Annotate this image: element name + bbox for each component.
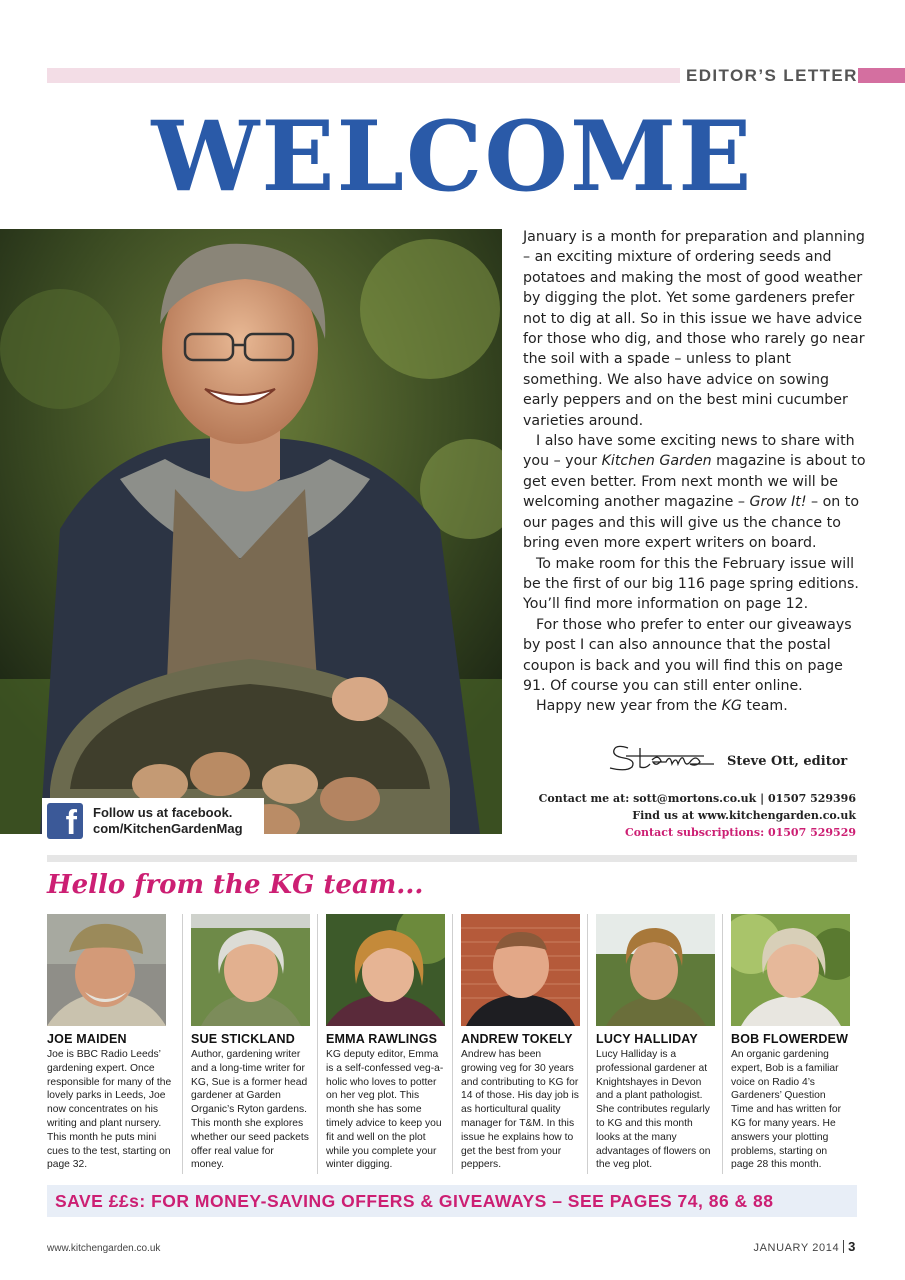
footer-page (753, 1239, 856, 1254)
team-member-photo (596, 914, 715, 1026)
header-bar (47, 68, 680, 83)
contact-subscriptions: Contact subscriptions: 01507 529529 (624, 826, 856, 839)
footer-issue: JANUARY 2014 (753, 1242, 840, 1254)
team-member-bio: Andrew has been growing veg for 30 years and contributing to KG for 14 of those. His day job is as horticultural quality manager for T&M. In this issue he explains how to get the best from your peppers. (461, 1049, 579, 1171)
footer-url: www.kitchengarden.co.uk (47, 1243, 161, 1254)
team-member-sue-stickland (182, 914, 317, 1174)
letter-paragraph: For those who prefer to enter our giveaways by post I can also announce that the postal coupon is back and you will find this on page 91. Of course you can still enter online. (523, 616, 852, 694)
team-member-name: LUCY HALLIDAY (596, 1032, 698, 1046)
divider (47, 855, 857, 862)
team-member-joe-maiden (47, 914, 182, 1174)
team-section (47, 914, 857, 1174)
letter-paragraph: January is a month for preparation and planning – an exciting mixture of ordering seeds and potatoes and making the most of good weather by digging the plot. Yet some gardeners prefer not to dig at all. So in this issue we have advice for those who dig, and those who rarely go near the soil with a spade – unless to plant something. We also have advice on sowing early peppers and on the best mini cucumber varieties around. (523, 229, 865, 429)
team-member-emma-rawlings (317, 914, 452, 1174)
page-title: WELCOME (151, 100, 754, 213)
team-member-photo (191, 914, 310, 1026)
letter-paragraph: To make room for this the February issue will be the first of our big 116 page spring editions. You’ll find more information on page 12. (523, 555, 859, 613)
save-banner-text: SAVE ££s: FOR MONEY-SAVING OFFERS & GIVEAWAYS – SEE PAGES 74, 86 & 88 (55, 1190, 774, 1211)
facebook-line2: com/KitchenGardenMag (93, 821, 243, 836)
letter-paragraph: Happy new year from the KG team. (536, 698, 788, 715)
contact-website: Find us at www.kitchengarden.co.uk (632, 809, 856, 822)
team-heading: Hello from the KG team... (47, 870, 424, 900)
team-member-bio: Lucy Halliday is a professional gardener at Knightshayes in Devon and a plant pathologist. She contributes regularly to KG and this month looks at the many advantages of flowers on the veg plot. (596, 1049, 711, 1171)
save-banner (47, 1185, 857, 1217)
facebook-text (93, 805, 243, 837)
editor-photo (0, 229, 502, 834)
team-member-name: EMMA RAWLINGS (326, 1032, 438, 1046)
team-member-photo (461, 914, 580, 1026)
team-member-andrew-tokely (452, 914, 587, 1174)
section-tab (858, 68, 905, 83)
facebook-icon: f (47, 803, 83, 839)
page-number: 3 (848, 1239, 856, 1254)
team-member-bio: An organic gardening expert, Bob is a familiar voice on Radio 4’s Gardeners’ Question Time and has written for KG for many years. He answers your plotting problems, starting on page 28 this month. (731, 1049, 842, 1171)
facebook-line1: Follow us at facebook. (93, 805, 233, 820)
editor-letter (523, 227, 868, 717)
team-member-name: BOB FLOWERDEW (731, 1032, 849, 1046)
facebook-callout[interactable] (42, 798, 264, 844)
contact-email-phone: Contact me at: sott@mortons.co.uk | 01507 529396 (538, 792, 856, 805)
team-member-name: JOE MAIDEN (47, 1032, 127, 1046)
team-member-bio: Joe is BBC Radio Leeds’ gardening expert. Once responsible for many of the lovely parks in Leeds, Joe now concentrates on his writing and plant nursery. This month he puts mini cues to the test, starting on page 32. (47, 1049, 172, 1171)
team-member-name: SUE STICKLAND (191, 1032, 295, 1046)
team-member-lucy-halliday (587, 914, 722, 1174)
letter-paragraph: I also have some exciting news to share with you – your Kitchen Garden magazine is about to get even better. From next month we will be welcoming another magazine – Grow It! – on to our pages and this will give us the chance to bring even more expert writers on board. (523, 433, 866, 552)
signature-image (606, 740, 716, 774)
contact-block (539, 790, 856, 841)
team-member-photo (47, 914, 166, 1026)
team-member-bio: KG deputy editor, Emma is a self-confessed veg-a-holic who loves to potter on her veg plot. This month she has some timely advice to keep you fit and well on the plot while you complete your winter digging. (326, 1049, 444, 1171)
team-member-photo (731, 914, 850, 1026)
team-member-bio: Author, gardening writer and a long-time writer for KG, Sue is a former head gardener at Garden Organic’s Ryton gardens. This month she explores whether our seed packets offer real value for money. (191, 1049, 309, 1171)
signature-name: Steve Ott, editor (727, 754, 848, 769)
team-member-photo (326, 914, 445, 1026)
team-member-name: ANDREW TOKELY (461, 1032, 573, 1046)
team-member-bob-flowerdew (722, 914, 857, 1174)
footer-separator (843, 1240, 844, 1253)
section-label: EDITOR’S LETTER (686, 66, 858, 85)
